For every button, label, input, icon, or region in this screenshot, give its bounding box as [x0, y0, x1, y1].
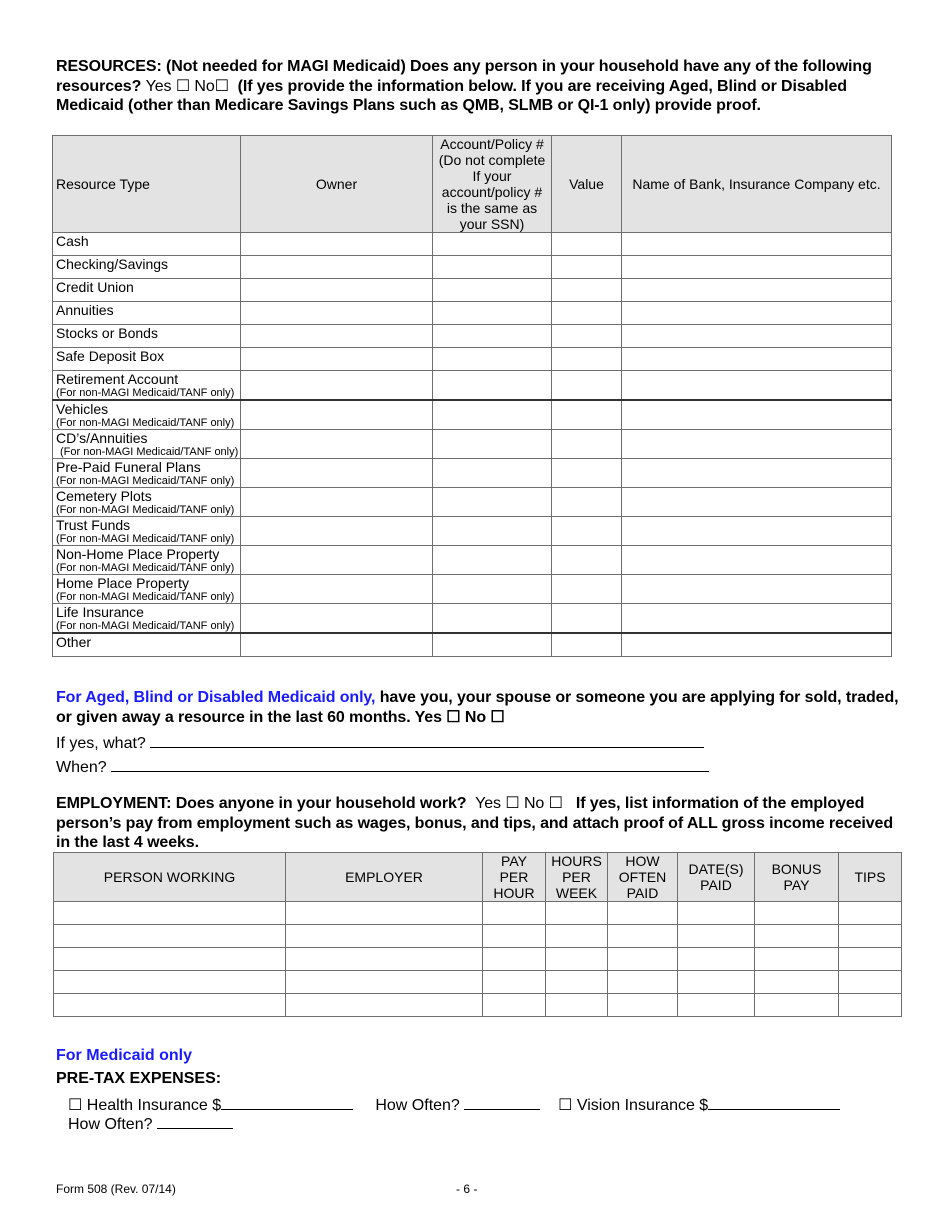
tips-input[interactable] [839, 925, 902, 948]
how-often-paid-input[interactable] [608, 948, 678, 971]
value-input[interactable] [552, 459, 622, 488]
owner-input[interactable] [241, 575, 433, 604]
resource-type-note: (For non-MAGI Medicaid/TANF only) [56, 387, 235, 399]
resource-type-label: Home Place Property [56, 575, 190, 591]
dates-paid-input[interactable] [678, 948, 755, 971]
account-policy-input[interactable] [433, 575, 552, 604]
employment-question: EMPLOYMENT: Does anyone in your household work? [56, 795, 467, 812]
resource-type-cell [53, 256, 241, 279]
resource-row [53, 325, 892, 348]
value-input[interactable] [552, 256, 622, 279]
resource-row [53, 348, 892, 371]
bonus-pay-input[interactable] [755, 925, 839, 948]
yes-checkbox[interactable]: ☐ [446, 708, 461, 726]
yes-label: Yes [475, 795, 501, 812]
column-header-owner: Owner [241, 136, 433, 233]
resource-row [53, 302, 892, 325]
bonus-pay-input[interactable] [755, 902, 839, 925]
value-input[interactable] [552, 325, 622, 348]
pretax-row-2 [68, 1112, 233, 1135]
transfer-yes-option[interactable] [415, 709, 461, 726]
value-input[interactable] [552, 488, 622, 517]
hours-per-week-input[interactable] [546, 948, 608, 971]
resource-type-label: Retirement Account [56, 371, 179, 387]
employer-input[interactable] [286, 902, 483, 925]
resource-type-note: (For non-MAGI Medicaid/TANF only) [56, 504, 235, 516]
resource-type-cell [53, 575, 241, 604]
resource-type-label: Cash [56, 233, 89, 249]
resource-row [53, 546, 892, 575]
resource-type-note: (For non-MAGI Medicaid/TANF only) [56, 620, 235, 632]
column-header-dates-paid: DATE(S) PAID [678, 853, 755, 902]
account-policy-input[interactable] [433, 633, 552, 656]
dates-paid-input[interactable] [678, 971, 755, 994]
bank-name-input[interactable] [622, 459, 892, 488]
person-working-input[interactable] [54, 925, 286, 948]
owner-input[interactable] [241, 546, 433, 575]
tips-input[interactable] [839, 902, 902, 925]
account-policy-input[interactable] [433, 348, 552, 371]
how-often-paid-input[interactable] [608, 971, 678, 994]
resource-type-label: Non-Home Place Property [56, 546, 220, 562]
health-insurance-label: Health Insurance $ [86, 1097, 222, 1114]
owner-input[interactable] [241, 233, 433, 256]
resource-type-label: Annuities [56, 302, 114, 318]
hours-per-week-input[interactable] [546, 971, 608, 994]
page-number: - 6 - [456, 1182, 478, 1196]
no-checkbox[interactable]: ☐ [214, 77, 229, 95]
person-working-input[interactable] [54, 902, 286, 925]
transfer-what-row [56, 731, 704, 754]
value-input[interactable] [552, 279, 622, 302]
employment-no-option[interactable] [524, 795, 563, 812]
account-policy-input[interactable] [433, 256, 552, 279]
bank-name-input[interactable] [622, 604, 892, 634]
column-header-how-often-paid: HOW OFTEN PAID [608, 853, 678, 902]
pay-per-hour-input[interactable] [483, 902, 546, 925]
transfer-when-row [56, 755, 709, 778]
resource-row [53, 256, 892, 279]
resource-row [53, 517, 892, 546]
employer-input[interactable] [286, 994, 483, 1017]
owner-input[interactable] [241, 302, 433, 325]
resource-type-label: Safe Deposit Box [56, 348, 165, 364]
value-input[interactable] [552, 604, 622, 634]
account-policy-input[interactable] [433, 371, 552, 401]
bank-name-input[interactable] [622, 256, 892, 279]
resource-type-label: Vehicles [56, 401, 109, 417]
pay-per-hour-input[interactable] [483, 925, 546, 948]
column-header-account-policy: Account/Policy # (Do not complete If your account/policy # is the same as your SSN) [433, 136, 552, 233]
bank-name-input[interactable] [622, 517, 892, 546]
resource-type-cell [53, 371, 241, 401]
bank-name-input[interactable] [622, 371, 892, 401]
resource-type-label: Checking/Savings [56, 256, 169, 272]
account-policy-input[interactable] [433, 604, 552, 634]
when-input[interactable] [111, 755, 709, 772]
resource-row [53, 575, 892, 604]
resources-instructions: (If yes provide the information below. If you are receiving Aged, Blind or Disabled Medicaid (other than Medicare Savings Plans such as QMB, SLMB or QI-1 only) provide proof. [56, 77, 847, 114]
resource-type-label: Pre-Paid Funeral Plans [56, 459, 201, 475]
resource-type-label: Cemetery Plots [56, 488, 152, 504]
column-header-bonus-pay: BONUS PAY [755, 853, 839, 902]
vision-insurance-checkbox[interactable]: ☐ [558, 1097, 573, 1114]
vision-insurance-amount-input[interactable] [708, 1093, 840, 1110]
bank-name-input[interactable] [622, 633, 892, 656]
resources-no-option[interactable] [194, 78, 229, 95]
resource-row [53, 488, 892, 517]
value-input[interactable] [552, 400, 622, 430]
owner-input[interactable] [241, 400, 433, 430]
bank-name-input[interactable] [622, 302, 892, 325]
no-checkbox[interactable]: ☐ [548, 795, 563, 812]
column-header-hours-per-week: HOURS PER WEEK [546, 853, 608, 902]
what-label: If yes, what? [56, 735, 146, 752]
health-how-often-input[interactable] [464, 1093, 540, 1110]
value-input[interactable] [552, 302, 622, 325]
column-header-person-working: PERSON WORKING [54, 853, 286, 902]
transfer-question-text: have you, your spouse or someone you are applying for sold, traded, or given away a resource in the last 60 months. [56, 689, 899, 726]
employment-heading [56, 794, 906, 853]
resource-type-note: (For non-MAGI Medicaid/TANF only) [56, 562, 235, 574]
resource-type-cell [53, 604, 241, 634]
tips-input[interactable] [839, 994, 902, 1017]
how-often-paid-input[interactable] [608, 902, 678, 925]
bank-name-input[interactable] [622, 279, 892, 302]
pretax-qualifier: For Medicaid only [56, 1047, 193, 1064]
resource-type-label: Trust Funds [56, 517, 131, 533]
value-input[interactable] [552, 233, 622, 256]
account-policy-input[interactable] [433, 430, 552, 459]
column-header-tips: TIPS [839, 853, 902, 902]
value-input[interactable] [552, 546, 622, 575]
bank-name-input[interactable] [622, 400, 892, 430]
tips-input[interactable] [839, 971, 902, 994]
when-label: When? [56, 759, 107, 776]
bank-name-input[interactable] [622, 348, 892, 371]
resource-type-cell [53, 488, 241, 517]
employment-instructions: If yes, list information of the employed person’s pay from employment such as wages, bonus, and tips, and attach proof of ALL gross income received in the last 4 weeks. [56, 795, 893, 851]
bank-name-input[interactable] [622, 575, 892, 604]
yes-label: Yes [145, 77, 172, 95]
owner-input[interactable] [241, 325, 433, 348]
yes-checkbox[interactable]: ☐ [175, 77, 191, 95]
employment-header-row [54, 853, 902, 902]
resource-type-cell [53, 517, 241, 546]
value-input[interactable] [552, 371, 622, 401]
no-checkbox[interactable]: ☐ [490, 708, 505, 726]
vision-how-often-input[interactable] [157, 1112, 233, 1129]
resource-row [53, 400, 892, 430]
employment-row [54, 948, 902, 971]
column-header-resource-type: Resource Type [53, 136, 241, 233]
owner-input[interactable] [241, 279, 433, 302]
how-often-paid-input[interactable] [608, 994, 678, 1017]
pay-per-hour-input[interactable] [483, 971, 546, 994]
employment-row [54, 925, 902, 948]
owner-input[interactable] [241, 633, 433, 656]
yes-checkbox[interactable]: ☐ [505, 795, 520, 812]
owner-input[interactable] [241, 371, 433, 401]
bonus-pay-input[interactable] [755, 994, 839, 1017]
hours-per-week-input[interactable] [546, 994, 608, 1017]
dates-paid-input[interactable] [678, 994, 755, 1017]
owner-input[interactable] [241, 604, 433, 634]
owner-input[interactable] [241, 488, 433, 517]
column-header-bank-name: Name of Bank, Insurance Company etc. [622, 136, 892, 233]
column-header-employer: EMPLOYER [286, 853, 483, 902]
bonus-pay-input[interactable] [755, 971, 839, 994]
resources-header-row [53, 136, 892, 233]
value-input[interactable] [552, 633, 622, 656]
resource-type-note: (For non-MAGI Medicaid/TANF only) [56, 591, 235, 603]
owner-input[interactable] [241, 459, 433, 488]
resources-yes-option[interactable] [146, 78, 190, 95]
health-how-often-label: How Often? [375, 1097, 460, 1114]
account-policy-input[interactable] [433, 488, 552, 517]
resource-type-label: Credit Union [56, 279, 134, 295]
account-policy-input[interactable] [433, 459, 552, 488]
resource-type-cell [53, 546, 241, 575]
bank-name-input[interactable] [622, 488, 892, 517]
resource-type-note: (For non-MAGI Medicaid/TANF only) [56, 533, 235, 545]
account-policy-input[interactable] [433, 325, 552, 348]
resource-type-label: Life Insurance [56, 604, 144, 620]
column-header-pay-per-hour: PAY PER HOUR [483, 853, 546, 902]
resource-type-cell [53, 302, 241, 325]
resource-type-note: (For non-MAGI Medicaid/TANF only) [56, 417, 235, 429]
resource-type-cell [53, 348, 241, 371]
account-policy-input[interactable] [433, 302, 552, 325]
person-working-input[interactable] [54, 994, 286, 1017]
account-policy-input[interactable] [433, 279, 552, 302]
resource-row [53, 279, 892, 302]
value-input[interactable] [552, 430, 622, 459]
value-input[interactable] [552, 575, 622, 604]
resource-type-note: (For non-MAGI Medicaid/TANF only) [56, 475, 235, 487]
resource-type-cell [53, 233, 241, 256]
bank-name-input[interactable] [622, 325, 892, 348]
account-policy-input[interactable] [433, 517, 552, 546]
resource-row [53, 604, 892, 634]
owner-input[interactable] [241, 348, 433, 371]
resource-row [53, 430, 892, 459]
no-label: No [464, 708, 487, 726]
bank-name-input[interactable] [622, 430, 892, 459]
owner-input[interactable] [241, 517, 433, 546]
employment-row [54, 902, 902, 925]
resource-type-cell [53, 400, 241, 430]
employment-table [53, 852, 902, 1017]
tips-input[interactable] [839, 948, 902, 971]
resource-type-cell [53, 459, 241, 488]
yes-label: Yes [414, 708, 442, 726]
resource-type-cell [53, 279, 241, 302]
what-input[interactable] [150, 731, 704, 748]
employer-input[interactable] [286, 971, 483, 994]
resource-type-cell [53, 430, 241, 459]
dates-paid-input[interactable] [678, 902, 755, 925]
dates-paid-input[interactable] [678, 925, 755, 948]
resource-row [53, 371, 892, 401]
transfer-question [56, 688, 906, 727]
owner-input[interactable] [241, 256, 433, 279]
vision-insurance-label: Vision Insurance $ [576, 1097, 709, 1114]
resource-row [53, 633, 892, 656]
account-policy-input[interactable] [433, 400, 552, 430]
owner-input[interactable] [241, 430, 433, 459]
employment-row [54, 994, 902, 1017]
employment-yes-option[interactable] [475, 795, 519, 812]
bank-name-input[interactable] [622, 546, 892, 575]
employer-input[interactable] [286, 925, 483, 948]
transfer-qualifier: For Aged, Blind or Disabled Medicaid only, [56, 689, 376, 706]
resource-type-cell [53, 325, 241, 348]
resource-type-note: (For non-MAGI Medicaid/TANF only) [60, 446, 239, 458]
hours-per-week-input[interactable] [546, 902, 608, 925]
account-policy-input[interactable] [433, 546, 552, 575]
account-policy-input[interactable] [433, 233, 552, 256]
resources-question: RESOURCES: (Not needed for MAGI Medicaid) Does any person in your household have any of the following resources? [56, 58, 872, 95]
transfer-no-option[interactable] [465, 709, 505, 726]
column-header-value: Value [552, 136, 622, 233]
resources-heading [56, 57, 906, 116]
bonus-pay-input[interactable] [755, 948, 839, 971]
pretax-heading: PRE-TAX EXPENSES: [56, 1070, 222, 1087]
resource-type-label: CD’s/Annuities [56, 430, 148, 446]
person-working-input[interactable] [54, 948, 286, 971]
resource-row [53, 459, 892, 488]
person-working-input[interactable] [54, 971, 286, 994]
resource-type-cell [53, 633, 241, 656]
employment-row [54, 971, 902, 994]
health-insurance-checkbox[interactable]: ☐ [68, 1097, 83, 1114]
health-insurance-amount-input[interactable] [221, 1093, 353, 1110]
resource-type-label: Stocks or Bonds [56, 325, 158, 341]
employer-input[interactable] [286, 948, 483, 971]
hours-per-week-input[interactable] [546, 925, 608, 948]
pay-per-hour-input[interactable] [483, 948, 546, 971]
form-id: Form 508 (Rev. 07/14) [56, 1182, 176, 1196]
vision-how-often-label: How Often? [68, 1116, 153, 1133]
value-input[interactable] [552, 517, 622, 546]
resources-table [52, 135, 892, 657]
how-often-paid-input[interactable] [608, 925, 678, 948]
pay-per-hour-input[interactable] [483, 994, 546, 1017]
resource-row [53, 233, 892, 256]
bank-name-input[interactable] [622, 233, 892, 256]
no-label: No [194, 77, 215, 95]
resource-type-label: Other [56, 634, 92, 650]
no-label: No [523, 795, 545, 812]
value-input[interactable] [552, 348, 622, 371]
